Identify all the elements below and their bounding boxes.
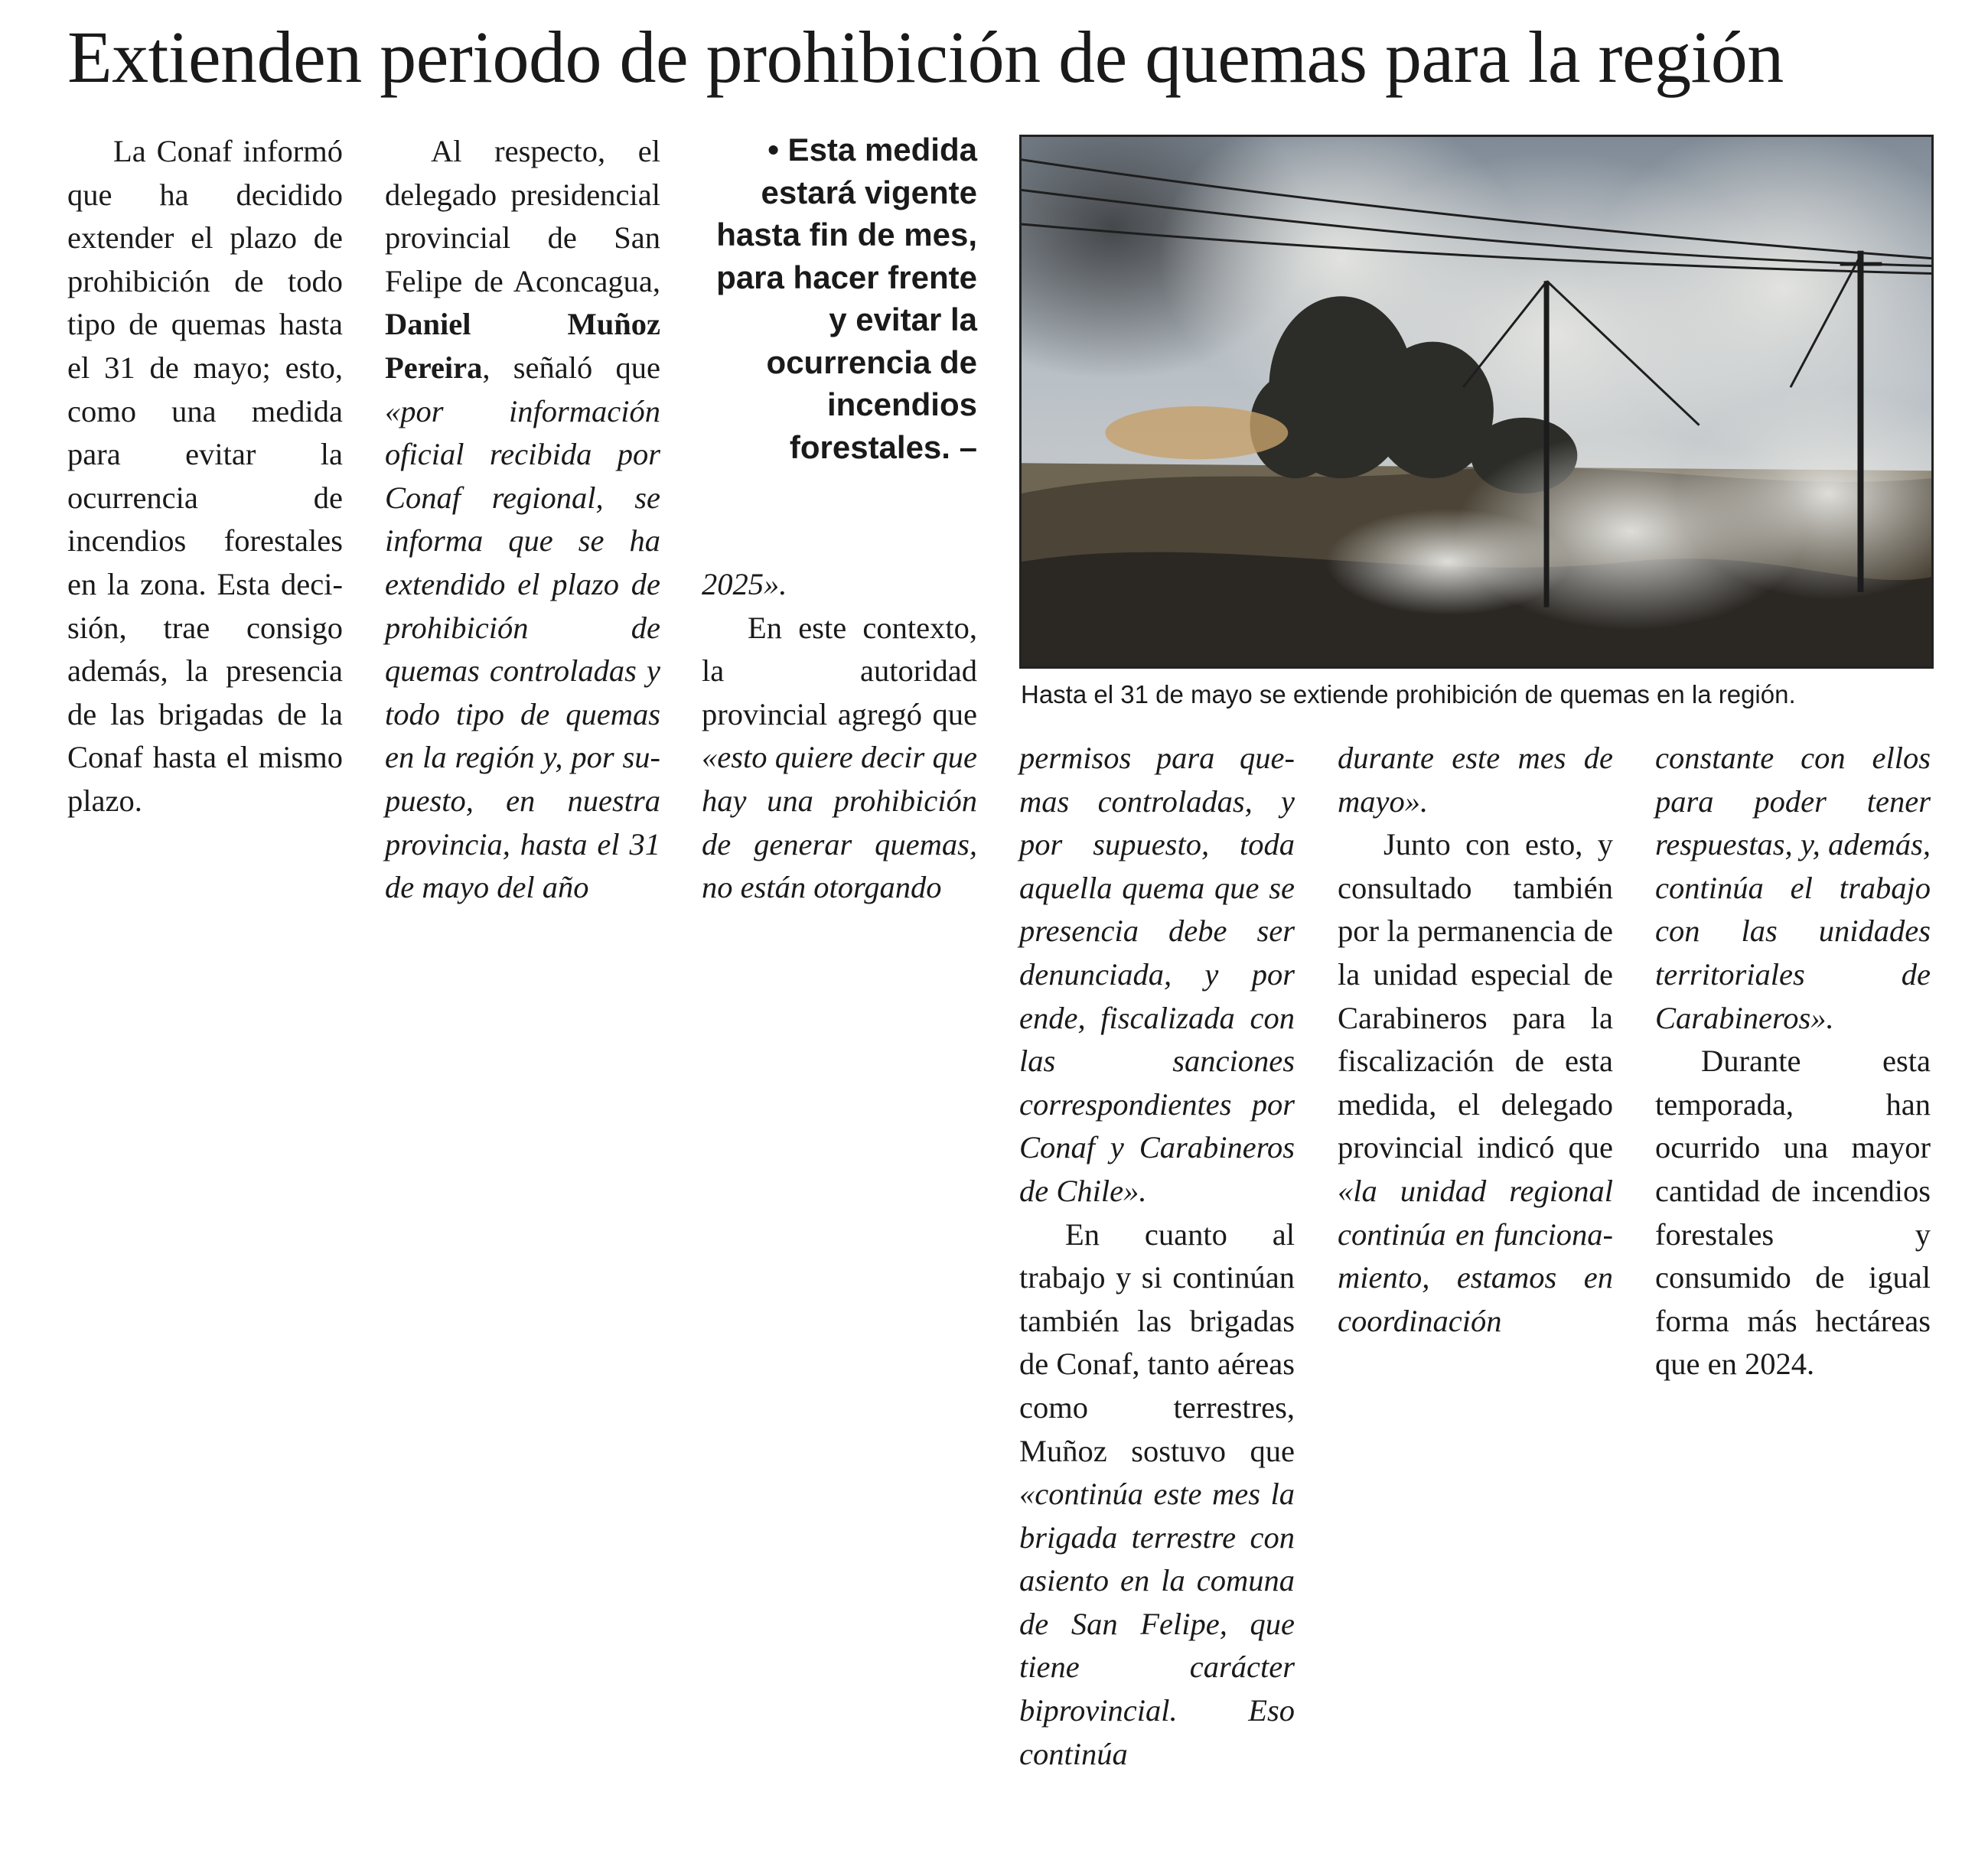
paragraph-season: Durante esta temporada, han ocurrido una mayor cantidad de incendios forestales y consumido de igual forma más hectáreas que en 2024. [1655,1044,1931,1382]
wildfire-photo [1019,135,1934,669]
paragraph-continuation [1655,737,1931,1040]
paragraph-delegate [385,130,660,910]
article-column-1 [67,130,343,823]
quote-text: constante con ellos para poder tener respuestas, y, además, continúa el trabajo con las unidades territoriales de Carabineros». [1655,741,1931,1035]
quote-text: «continúa este mes la brigada terrestre con asiento en la comuna de San Felipe, que tiene carácter biprovincial. Eso continúa [1019,1477,1295,1771]
paragraph-text: , señaló que [482,350,660,385]
pull-quote: • Esta medida estará vigente hasta fin de mes, para hacer frente y evitar la ocurrencia de incendios forestales. – [716,132,977,465]
paragraph-text: Al respecto, el delegado presidencial provincial de San Felipe de Aconcagua, [385,134,660,298]
delegate-name: Daniel Muñoz Pereira [385,307,660,385]
wildfire-photo-icon [1022,137,1931,666]
paragraph-text: Junto con esto, y consultado también por la permanencia de la unidad especial de Carabineros para la fiscalización de esta medida, el delegado provincial indicó que [1338,827,1613,1165]
quote-text: «la unidad regional continúa en funcionamiento, estamos en coordinación [1338,1173,1613,1338]
paragraph-text: En cuanto al trabajo y si continúan también las brigadas de Conaf, tanto aéreas como terrestres, Muñoz sostuvo que [1019,1216,1295,1468]
paragraph-context [702,607,977,910]
quote-text: durante este mes de mayo». [1338,741,1613,819]
quote-text: «esto quiere decir que hay una prohibición de generar quemas, no están otorgando [702,740,977,905]
article-column-6 [1655,737,1931,1386]
headline: Extienden periodo de prohibición de quemas para la región [67,16,1784,98]
paragraph-intro: La Conaf informó que ha decidido extender el plazo de prohibición de todo tipo de quemas hasta el 31 de mayo; esto, como una medida para evitar la ocurrencia de incendios forestales en la zona. Esta decisión, trae consigo además, la presencia de las brigadas de la Conaf hasta el mismo plazo. [67,134,343,818]
paragraph-carabineros [1338,823,1613,1343]
quote-text: 2025». [702,567,787,601]
paragraph-continuation [702,563,977,607]
paragraph-continuation [1019,737,1295,1213]
article-column-2 [385,130,660,910]
paragraph-continuation [1338,737,1613,823]
quote-text: «por información oficial recibida por Conaf regional, se informa que se ha extendido el plazo de prohibición de quemas controladas y todo tipo de quemas en la región y, por supuesto, en nuestra provincia, hasta el 31 de mayo del año [385,393,660,905]
quote-text: permisos para quemas controladas, y por supuesto, toda aquella quema que se presencia debe ser denunciada, y por ende, fiscalizada con las sanciones correspondientes por Conaf y Carabineros de Chile». [1019,741,1295,1208]
paragraph-brigades [1019,1213,1295,1777]
article-column-5 [1338,737,1613,1343]
article-column-4 [1019,737,1295,1776]
article-column-3 [702,563,977,910]
photo-caption: Hasta el 31 de mayo se extiende prohibición de quemas en la región. [1021,680,1796,708]
paragraph-text: En este contexto, la autoridad provincial agregó que [702,610,977,731]
